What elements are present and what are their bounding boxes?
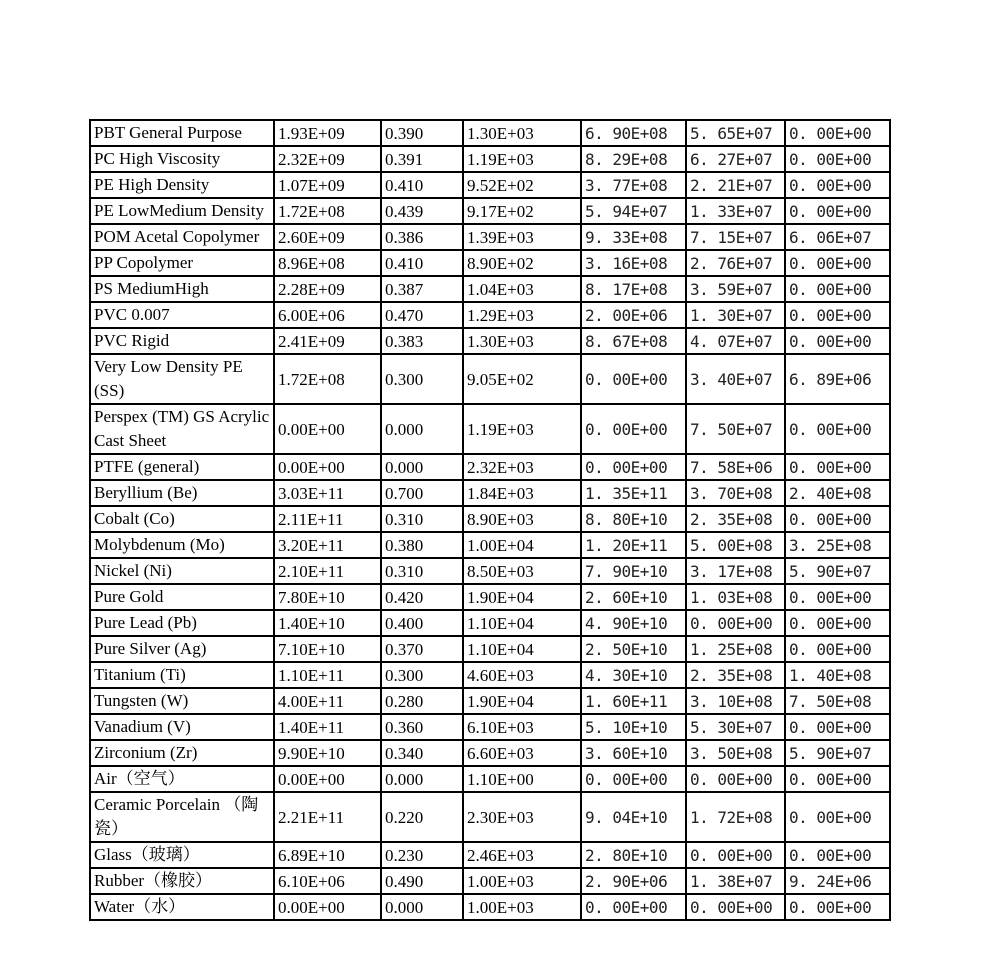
value-cell-col5: 3. 50E+08 (686, 740, 785, 766)
value-cell-col2: 0.700 (381, 480, 463, 506)
table-row (90, 584, 890, 610)
value-cell-col1: 2.32E+09 (274, 146, 381, 172)
value-cell-col2: 0.420 (381, 584, 463, 610)
table-row (90, 454, 890, 480)
material-properties-table (89, 119, 891, 921)
table-row (90, 714, 890, 740)
value-cell-col3: 1.10E+00 (463, 766, 581, 792)
material-name-cell: Ceramic Porcelain （陶瓷） (90, 792, 274, 842)
table-row (90, 766, 890, 792)
value-cell-col1: 2.10E+11 (274, 558, 381, 584)
value-cell-col1: 1.10E+11 (274, 662, 381, 688)
value-cell-col2: 0.410 (381, 172, 463, 198)
value-cell-col3: 1.30E+03 (463, 120, 581, 146)
table-row (90, 302, 890, 328)
value-cell-col2: 0.000 (381, 454, 463, 480)
value-cell-col6: 0. 00E+00 (785, 328, 890, 354)
value-cell-col2: 0.380 (381, 532, 463, 558)
value-cell-col3: 6.10E+03 (463, 714, 581, 740)
value-cell-col6: 0. 00E+00 (785, 636, 890, 662)
value-cell-col5: 1. 38E+07 (686, 868, 785, 894)
material-name-cell: Molybdenum (Mo) (90, 532, 274, 558)
value-cell-col4: 0. 00E+00 (581, 404, 686, 454)
value-cell-col1: 6.10E+06 (274, 868, 381, 894)
table-row (90, 120, 890, 146)
table-body (90, 120, 890, 920)
value-cell-col6: 0. 00E+00 (785, 610, 890, 636)
value-cell-col4: 1. 60E+11 (581, 688, 686, 714)
value-cell-col5: 0. 00E+00 (686, 842, 785, 868)
value-cell-col2: 0.383 (381, 328, 463, 354)
value-cell-col6: 0. 00E+00 (785, 120, 890, 146)
value-cell-col6: 0. 00E+00 (785, 172, 890, 198)
value-cell-col5: 3. 17E+08 (686, 558, 785, 584)
value-cell-col5: 7. 50E+07 (686, 404, 785, 454)
value-cell-col6: 0. 00E+00 (785, 302, 890, 328)
value-cell-col6: 3. 25E+08 (785, 532, 890, 558)
value-cell-col5: 4. 07E+07 (686, 328, 785, 354)
value-cell-col2: 0.000 (381, 766, 463, 792)
value-cell-col4: 0. 00E+00 (581, 454, 686, 480)
value-cell-col4: 1. 35E+11 (581, 480, 686, 506)
value-cell-col5: 0. 00E+00 (686, 610, 785, 636)
value-cell-col1: 0.00E+00 (274, 894, 381, 920)
value-cell-col5: 5. 00E+08 (686, 532, 785, 558)
material-name-cell: PP Copolymer (90, 250, 274, 276)
value-cell-col5: 2. 21E+07 (686, 172, 785, 198)
value-cell-col5: 1. 30E+07 (686, 302, 785, 328)
material-name-cell: Rubber（橡胶） (90, 868, 274, 894)
value-cell-col2: 0.360 (381, 714, 463, 740)
value-cell-col1: 8.96E+08 (274, 250, 381, 276)
material-name-cell: Zirconium (Zr) (90, 740, 274, 766)
value-cell-col1: 2.11E+11 (274, 506, 381, 532)
value-cell-col2: 0.390 (381, 120, 463, 146)
value-cell-col4: 1. 20E+11 (581, 532, 686, 558)
value-cell-col4: 2. 00E+06 (581, 302, 686, 328)
value-cell-col5: 5. 65E+07 (686, 120, 785, 146)
table-row (90, 328, 890, 354)
value-cell-col6: 6. 89E+06 (785, 354, 890, 404)
value-cell-col3: 1.00E+04 (463, 532, 581, 558)
material-name-cell: PS MediumHigh (90, 276, 274, 302)
value-cell-col2: 0.230 (381, 842, 463, 868)
value-cell-col3: 1.19E+03 (463, 404, 581, 454)
value-cell-col1: 2.28E+09 (274, 276, 381, 302)
material-name-cell: Vanadium (V) (90, 714, 274, 740)
value-cell-col4: 6. 90E+08 (581, 120, 686, 146)
material-name-cell: PBT General Purpose (90, 120, 274, 146)
material-name-cell: Pure Lead (Pb) (90, 610, 274, 636)
table-row (90, 636, 890, 662)
material-name-cell: Glass（玻璃） (90, 842, 274, 868)
value-cell-col4: 4. 30E+10 (581, 662, 686, 688)
value-cell-col5: 3. 59E+07 (686, 276, 785, 302)
value-cell-col2: 0.490 (381, 868, 463, 894)
value-cell-col1: 1.40E+10 (274, 610, 381, 636)
value-cell-col4: 8. 67E+08 (581, 328, 686, 354)
value-cell-col4: 2. 90E+06 (581, 868, 686, 894)
value-cell-col2: 0.000 (381, 404, 463, 454)
value-cell-col3: 2.46E+03 (463, 842, 581, 868)
value-cell-col3: 9.17E+02 (463, 198, 581, 224)
value-cell-col1: 2.21E+11 (274, 792, 381, 842)
value-cell-col6: 0. 00E+00 (785, 250, 890, 276)
value-cell-col5: 2. 35E+08 (686, 506, 785, 532)
value-cell-col4: 3. 16E+08 (581, 250, 686, 276)
value-cell-col3: 1.39E+03 (463, 224, 581, 250)
value-cell-col3: 8.50E+03 (463, 558, 581, 584)
value-cell-col2: 0.220 (381, 792, 463, 842)
material-properties-table-wrapper (89, 119, 891, 921)
value-cell-col6: 0. 00E+00 (785, 894, 890, 920)
value-cell-col5: 1. 72E+08 (686, 792, 785, 842)
value-cell-col6: 0. 00E+00 (785, 842, 890, 868)
value-cell-col1: 7.80E+10 (274, 584, 381, 610)
value-cell-col5: 0. 00E+00 (686, 766, 785, 792)
value-cell-col5: 1. 25E+08 (686, 636, 785, 662)
value-cell-col4: 3. 60E+10 (581, 740, 686, 766)
material-name-cell: Cobalt (Co) (90, 506, 274, 532)
value-cell-col5: 7. 58E+06 (686, 454, 785, 480)
value-cell-col6: 2. 40E+08 (785, 480, 890, 506)
table-row (90, 276, 890, 302)
value-cell-col4: 0. 00E+00 (581, 766, 686, 792)
table-row (90, 480, 890, 506)
value-cell-col2: 0.439 (381, 198, 463, 224)
value-cell-col3: 1.29E+03 (463, 302, 581, 328)
table-row (90, 740, 890, 766)
value-cell-col4: 7. 90E+10 (581, 558, 686, 584)
value-cell-col1: 2.41E+09 (274, 328, 381, 354)
value-cell-col6: 5. 90E+07 (785, 558, 890, 584)
value-cell-col3: 1.19E+03 (463, 146, 581, 172)
table-row (90, 404, 890, 454)
value-cell-col1: 9.90E+10 (274, 740, 381, 766)
material-name-cell: PE LowMedium Density (90, 198, 274, 224)
value-cell-col4: 9. 04E+10 (581, 792, 686, 842)
material-name-cell: Titanium (Ti) (90, 662, 274, 688)
material-name-cell: PTFE (general) (90, 454, 274, 480)
value-cell-col1: 1.07E+09 (274, 172, 381, 198)
value-cell-col4: 5. 10E+10 (581, 714, 686, 740)
value-cell-col5: 3. 70E+08 (686, 480, 785, 506)
value-cell-col3: 1.00E+03 (463, 868, 581, 894)
material-name-cell: Water（水） (90, 894, 274, 920)
value-cell-col6: 0. 00E+00 (785, 584, 890, 610)
table-row (90, 894, 890, 920)
value-cell-col1: 0.00E+00 (274, 454, 381, 480)
value-cell-col3: 1.30E+03 (463, 328, 581, 354)
value-cell-col3: 1.00E+03 (463, 894, 581, 920)
value-cell-col3: 9.05E+02 (463, 354, 581, 404)
material-name-cell: Pure Gold (90, 584, 274, 610)
value-cell-col2: 0.340 (381, 740, 463, 766)
value-cell-col1: 3.20E+11 (274, 532, 381, 558)
value-cell-col5: 1. 33E+07 (686, 198, 785, 224)
table-row (90, 198, 890, 224)
value-cell-col6: 0. 00E+00 (785, 276, 890, 302)
value-cell-col6: 0. 00E+00 (785, 146, 890, 172)
value-cell-col6: 0. 00E+00 (785, 198, 890, 224)
value-cell-col4: 4. 90E+10 (581, 610, 686, 636)
value-cell-col4: 2. 50E+10 (581, 636, 686, 662)
value-cell-col6: 0. 00E+00 (785, 766, 890, 792)
value-cell-col4: 8. 29E+08 (581, 146, 686, 172)
material-name-cell: Beryllium (Be) (90, 480, 274, 506)
value-cell-col3: 1.90E+04 (463, 688, 581, 714)
value-cell-col2: 0.470 (381, 302, 463, 328)
table-row (90, 688, 890, 714)
material-name-cell: PVC 0.007 (90, 302, 274, 328)
table-row (90, 792, 890, 842)
value-cell-col5: 0. 00E+00 (686, 894, 785, 920)
value-cell-col6: 0. 00E+00 (785, 506, 890, 532)
table-row (90, 558, 890, 584)
value-cell-col1: 1.93E+09 (274, 120, 381, 146)
value-cell-col3: 8.90E+02 (463, 250, 581, 276)
value-cell-col3: 4.60E+03 (463, 662, 581, 688)
table-row (90, 532, 890, 558)
value-cell-col2: 0.387 (381, 276, 463, 302)
value-cell-col4: 2. 80E+10 (581, 842, 686, 868)
value-cell-col6: 5. 90E+07 (785, 740, 890, 766)
value-cell-col3: 2.30E+03 (463, 792, 581, 842)
value-cell-col3: 2.32E+03 (463, 454, 581, 480)
value-cell-col4: 8. 17E+08 (581, 276, 686, 302)
value-cell-col6: 0. 00E+00 (785, 404, 890, 454)
value-cell-col1: 3.03E+11 (274, 480, 381, 506)
material-name-cell: PVC Rigid (90, 328, 274, 354)
material-name-cell: Tungsten (W) (90, 688, 274, 714)
value-cell-col2: 0.310 (381, 558, 463, 584)
value-cell-col5: 3. 10E+08 (686, 688, 785, 714)
material-name-cell: Perspex (TM) GS Acrylic Cast Sheet (90, 404, 274, 454)
value-cell-col1: 2.60E+09 (274, 224, 381, 250)
value-cell-col4: 0. 00E+00 (581, 894, 686, 920)
value-cell-col4: 8. 80E+10 (581, 506, 686, 532)
value-cell-col3: 1.10E+04 (463, 636, 581, 662)
value-cell-col6: 0. 00E+00 (785, 714, 890, 740)
value-cell-col6: 7. 50E+08 (785, 688, 890, 714)
table-row (90, 868, 890, 894)
material-name-cell: POM Acetal Copolymer (90, 224, 274, 250)
material-name-cell: Pure Silver (Ag) (90, 636, 274, 662)
value-cell-col2: 0.310 (381, 506, 463, 532)
value-cell-col2: 0.391 (381, 146, 463, 172)
table-row (90, 354, 890, 404)
value-cell-col4: 0. 00E+00 (581, 354, 686, 404)
value-cell-col3: 8.90E+03 (463, 506, 581, 532)
value-cell-col5: 2. 35E+08 (686, 662, 785, 688)
value-cell-col2: 0.280 (381, 688, 463, 714)
value-cell-col6: 9. 24E+06 (785, 868, 890, 894)
value-cell-col6: 6. 06E+07 (785, 224, 890, 250)
value-cell-col2: 0.370 (381, 636, 463, 662)
value-cell-col4: 5. 94E+07 (581, 198, 686, 224)
value-cell-col2: 0.410 (381, 250, 463, 276)
value-cell-col5: 5. 30E+07 (686, 714, 785, 740)
value-cell-col4: 3. 77E+08 (581, 172, 686, 198)
value-cell-col4: 9. 33E+08 (581, 224, 686, 250)
value-cell-col2: 0.300 (381, 662, 463, 688)
material-name-cell: PE High Density (90, 172, 274, 198)
table-row (90, 250, 890, 276)
value-cell-col3: 1.04E+03 (463, 276, 581, 302)
table-row (90, 842, 890, 868)
value-cell-col5: 6. 27E+07 (686, 146, 785, 172)
table-row (90, 506, 890, 532)
value-cell-col3: 1.90E+04 (463, 584, 581, 610)
value-cell-col6: 0. 00E+00 (785, 454, 890, 480)
value-cell-col3: 9.52E+02 (463, 172, 581, 198)
material-name-cell: Air（空气） (90, 766, 274, 792)
value-cell-col5: 3. 40E+07 (686, 354, 785, 404)
value-cell-col2: 0.300 (381, 354, 463, 404)
value-cell-col1: 1.72E+08 (274, 354, 381, 404)
value-cell-col4: 2. 60E+10 (581, 584, 686, 610)
value-cell-col2: 0.386 (381, 224, 463, 250)
value-cell-col2: 0.400 (381, 610, 463, 636)
value-cell-col5: 2. 76E+07 (686, 250, 785, 276)
value-cell-col1: 6.89E+10 (274, 842, 381, 868)
value-cell-col6: 1. 40E+08 (785, 662, 890, 688)
value-cell-col5: 1. 03E+08 (686, 584, 785, 610)
value-cell-col2: 0.000 (381, 894, 463, 920)
value-cell-col3: 1.10E+04 (463, 610, 581, 636)
value-cell-col1: 6.00E+06 (274, 302, 381, 328)
value-cell-col1: 1.40E+11 (274, 714, 381, 740)
material-name-cell: PC High Viscosity (90, 146, 274, 172)
value-cell-col1: 0.00E+00 (274, 404, 381, 454)
table-row (90, 146, 890, 172)
value-cell-col1: 1.72E+08 (274, 198, 381, 224)
value-cell-col6: 0. 00E+00 (785, 792, 890, 842)
table-row (90, 662, 890, 688)
table-row (90, 172, 890, 198)
value-cell-col3: 1.84E+03 (463, 480, 581, 506)
value-cell-col5: 7. 15E+07 (686, 224, 785, 250)
value-cell-col1: 7.10E+10 (274, 636, 381, 662)
value-cell-col1: 0.00E+00 (274, 766, 381, 792)
table-row (90, 610, 890, 636)
table-row (90, 224, 890, 250)
material-name-cell: Nickel (Ni) (90, 558, 274, 584)
material-name-cell: Very Low Density PE (SS) (90, 354, 274, 404)
value-cell-col3: 6.60E+03 (463, 740, 581, 766)
value-cell-col1: 4.00E+11 (274, 688, 381, 714)
